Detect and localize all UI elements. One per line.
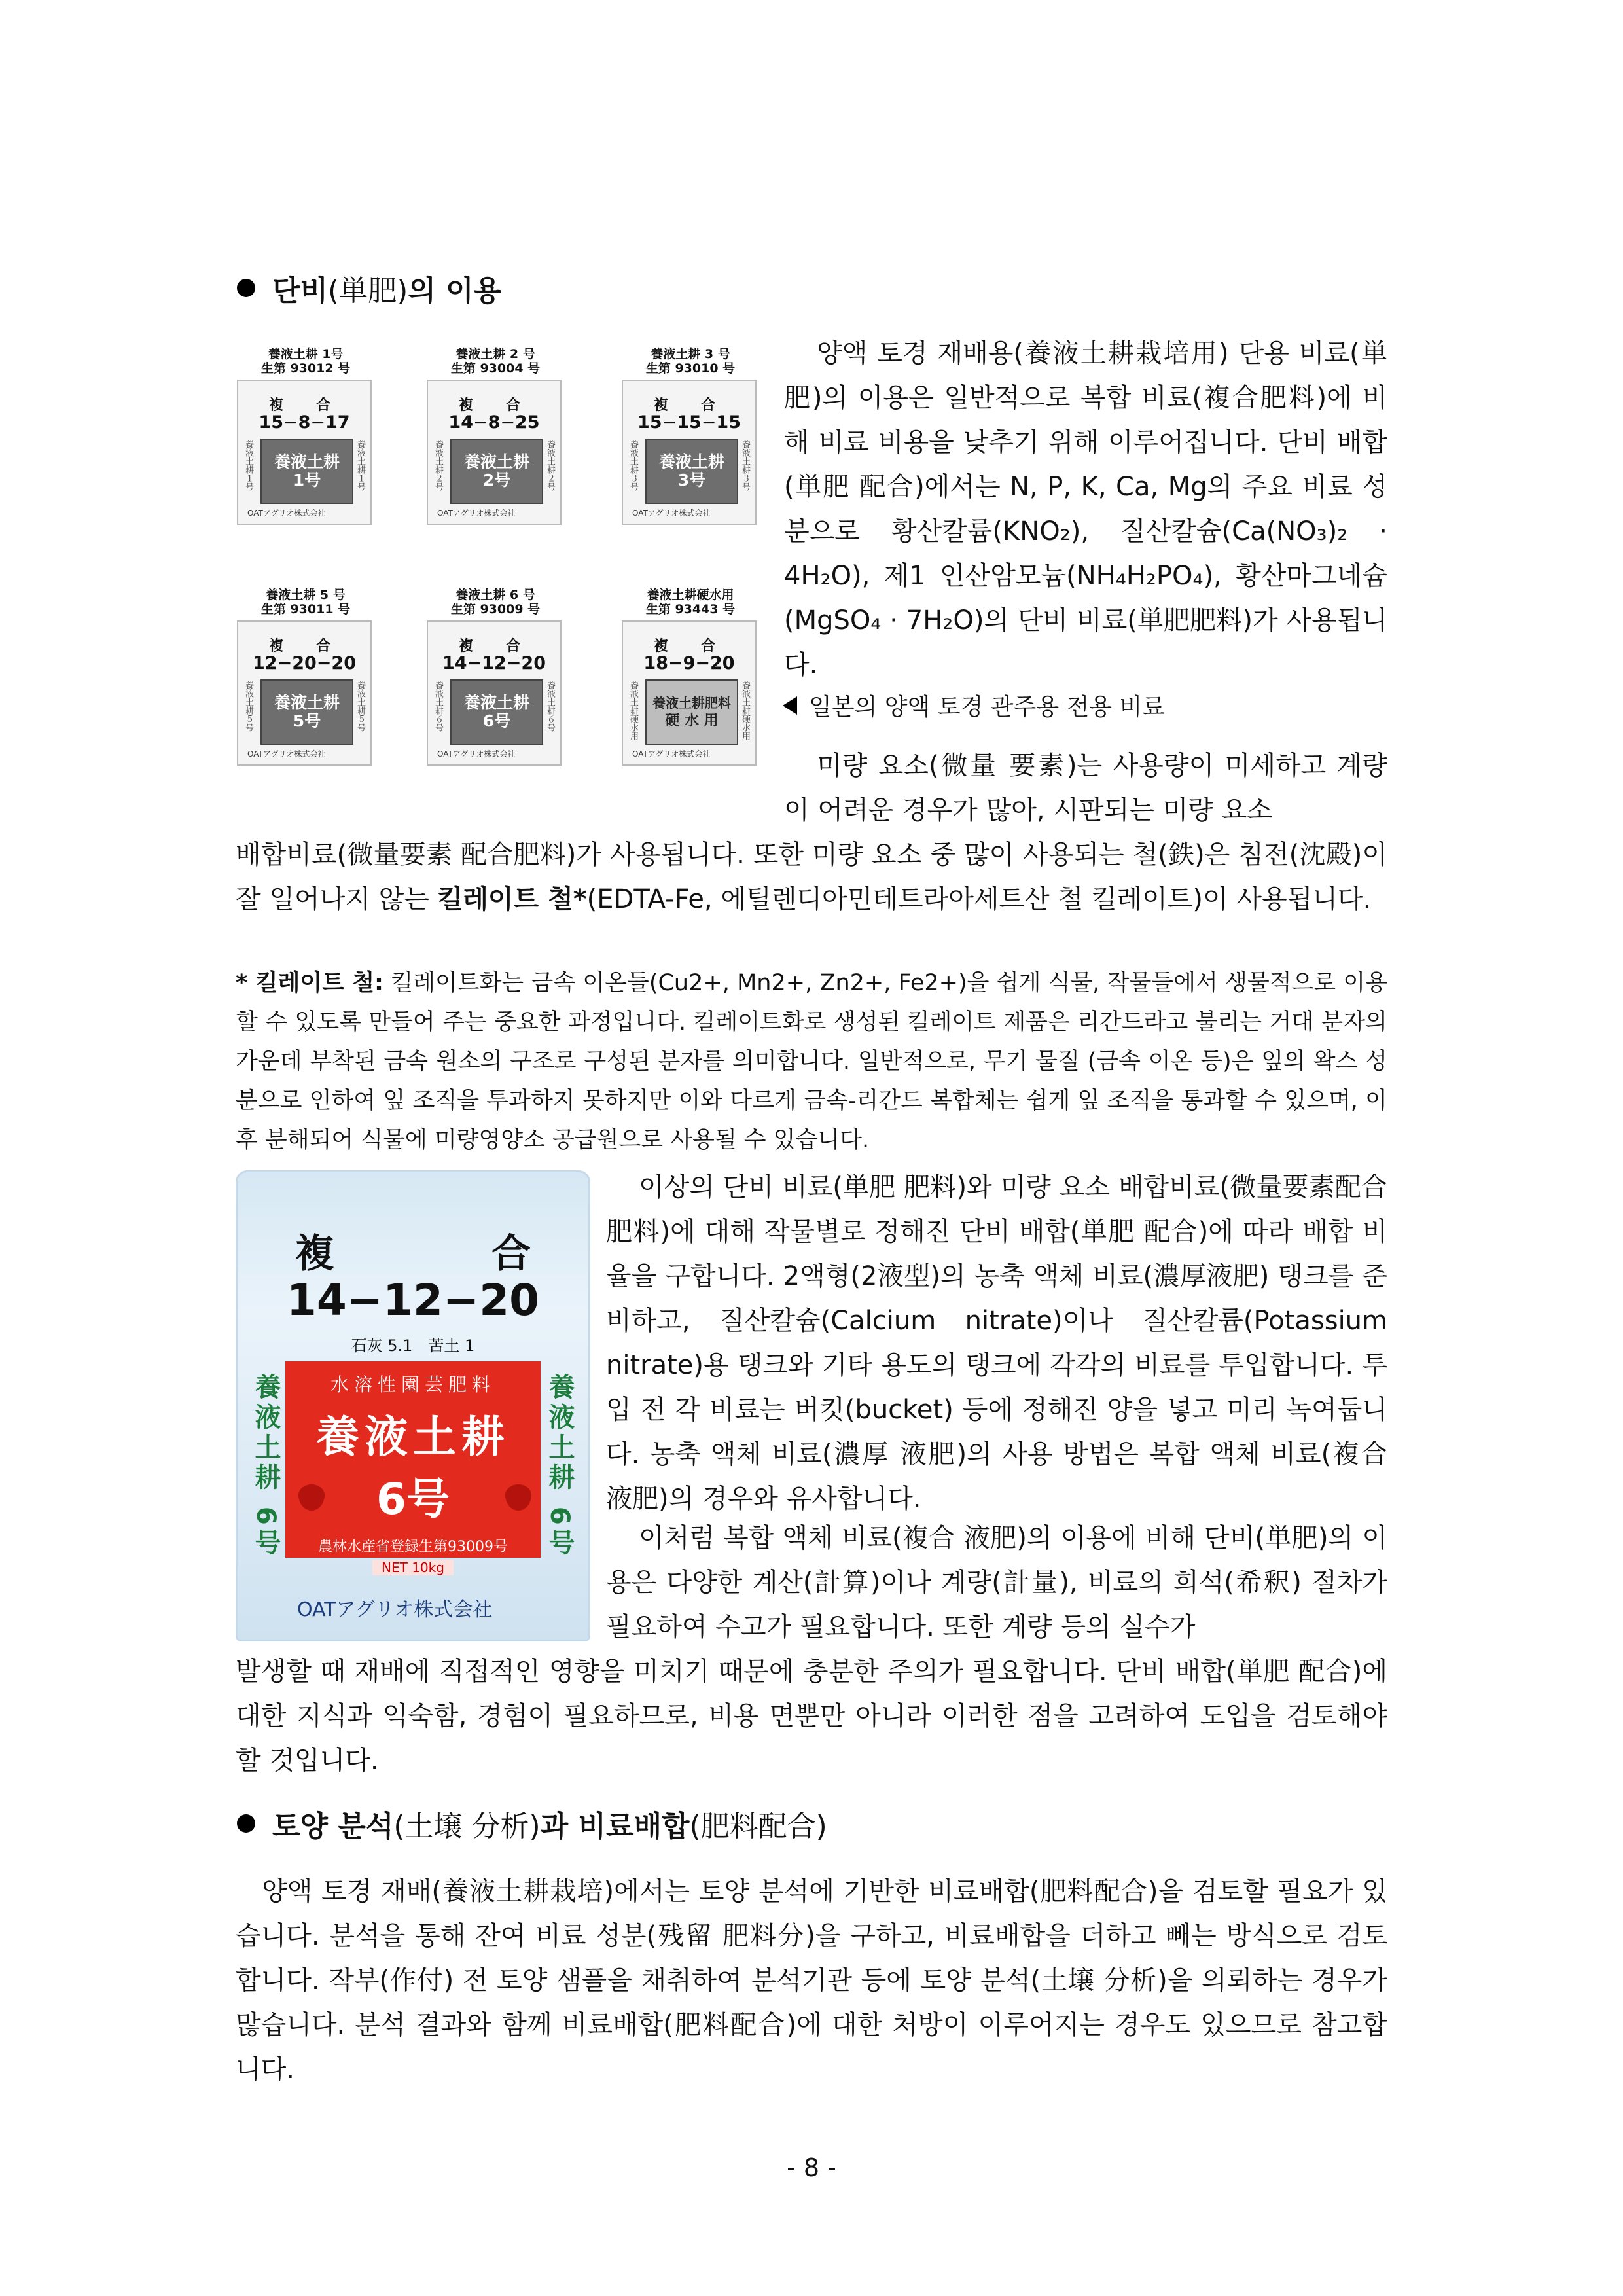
footnote-chelate-iron: * 킬레이트 철: 킬레이트화는 금속 이온들(Cu2+, Mn2+, Zn2+, Fe2+)을 쉽게 식물, 작물들에서 생물적으로 이용할 수 있도록 만들어 주는 중요한 과정입니다. 킬레이트화로 생성된 킬레이트 제품은 리간드라고 불리는 거대 분자의 가운데 부착된 금속 원소의 구조로 구성된 분자를 의미합니다. 일반적으로, 무기 물질 (금속 이온 등)은 잎의 왁스 성분으로 인하여 잎 조직을 투과하지 못하지만 이와 다르게 금속-리간드 복합체는 쉽게 잎 조직을 통과할 수 있으며, 이후 분해되어 식물에 미량영양소 공급원으로 사용될 수 있습니다.: [236, 970, 1387, 1153]
bag-red-label: 水溶性園芸肥料 養液土耕 6号 農林水産省登録生第93009号 NET 10kg: [285, 1361, 541, 1558]
paragraph-micronutrient-b: 배합비료(微量要素 配合肥料)가 사용됩니다. 또한 미량 요소 중 많이 사용되는 철(鉄)은 침전(沈殿)이 잘 일어나지 않는 킬레이트 철*(EDTA-Fe, 에틸렌디아민테트라아세트산 철 킬레이트)이 사용됩니다.: [236, 840, 1387, 914]
fertilizer-bag: 養液土耕 5 号 生第 93011 号 複 合 12−20−20 養液土耕５号 養液土耕 5号 養液土耕５号 OATアグリオ株式会社: [237, 588, 374, 766]
paragraph-mixing-ratio: 이상의 단비 비료(単肥 肥料)와 미량 요소 배합비료(微量要素配合肥料)에 대해 작물별로 정해진 단비 배합(単肥 配合)에 따라 배합 비율을 구합니다. 2액형(2液型)의 농축 액체 비료(濃厚液肥) 탱크를 준비하고, 질산칼슘(Calcium nitrate)이나 질산칼륨(Potassium nitrate)용 탱크와 기타 용도의 탱크에 각각의 비료를 투입합니다. 투입 전 각 비료는 버킷(bucket) 등에 정해진 양을 넣고 미리 녹여둡니다. 농축 액체 비료(濃厚 液肥)의 사용 방법은 복합 액체 비료(複合 液肥)의 경우와 유사합니다.: [606, 1172, 1387, 1514]
company-logo: OATアグリオ株式会社: [297, 1598, 493, 1621]
fertilizer-bag: 養液土耕 3 号 生第 93010 号 複 合 15−15−15 養液土耕３号 養液土耕 3号 養液土耕３号 OATアグリオ株式会社: [622, 347, 759, 525]
bag-image: 複 合 14−12−20 養液土耕６号 養液土耕 6号 養液土耕６号 OATアグリオ株式会社: [427, 620, 562, 766]
bag-image: 複 合 18−9−20 養液土耕硬水用 養液土耕肥料 硬 水 用 養液土耕硬水用 OATアグリオ株式会社: [622, 620, 757, 766]
bag-label-panel: 養液土耕 1号: [260, 439, 353, 504]
bag-label-panel: 養液土耕肥料 硬 水 用: [645, 679, 738, 745]
bag-image: 複 合 15−15−15 養液土耕３号 養液土耕 3号 養液土耕３号 OATアグリオ株式会社: [622, 380, 757, 525]
paragraph-single-fertilizer-intro: 양액 토경 재배용(養液土耕栽培用) 단용 비료(単肥)의 이용은 일반적으로 복합 비료(複合肥料)에 비해 비료 비용을 낮추기 위해 이루어집니다. 단비 배합(単肥 配合)에서는 N, P, K, Ca, Mg의 주요 비료 성분으로 황산칼륨(KNO₂), 질산칼슘(Ca(NO₃)₂ · 4H₂O), 제1 인산암모늄(NH₄H₂PO₄), 황산마그네슘(MgSO₄ · 7H₂O)의 단비 비료(単肥肥料)가 사용됩니다.: [784, 338, 1387, 680]
bag-image: 複 合 14−8−25 養液土耕２号 養液土耕 2号 養液土耕２号 OATアグリオ株式会社: [427, 380, 562, 525]
fertilizer-bag: 養液土耕硬水用 生第 93443 号 複 合 18−9−20 養液土耕硬水用 養液土耕肥料 硬 水 用 養液土耕硬水用 OATアグリオ株式会社: [622, 588, 759, 766]
page-number: - 8 -: [787, 2153, 836, 2182]
fertilizer-bag: 養液土耕 1号 生第 93012 号 複 合 15−8−17 養液土耕１号 養液土耕 1号 養液土耕１号 OATアグリオ株式会社: [237, 347, 374, 525]
paragraph-micronutrient-a: 미량 요소(微量 要素)는 사용량이 미세하고 계량이 어려운 경우가 많아, 시판되는 미량 요소: [784, 751, 1387, 825]
section-heading-single-fertilizer: 단비 (単肥) 의 이용: [237, 267, 501, 309]
fertilizer-bag-large-image: 複 合 14−12−20 石灰 5.1 苦土 1 養液土耕 6号 水溶性園芸肥料 養液土耕 6号 農林水産省登録生第93009号 NET 10kg 養液土耕 6号 OATアグリオ株式会社: [236, 1170, 590, 1641]
paragraph-soil-analysis: 양액 토경 재배(養液土耕栽培)에서는 토양 분석에 기반한 비료배합(肥料配合)을 검토할 필요가 있습니다. 분석을 통해 잔여 비료 성분(残留 肥料分)을 구하고, 비료배합을 더하고 빼는 방식으로 검토합니다. 작부(作付) 전 토양 샘플을 채취하여 분석기관 등에 토양 분석(土壌 分析)을 의뢰하는 경우가 많습니다. 분석 결과와 함께 비료배합(肥料配合)에 대한 처방이 이루어지는 경우도 있으므로 참고합니다.: [236, 1876, 1387, 2085]
bag-label-panel: 養液土耕 3号: [645, 439, 738, 504]
fertilizer-bag: 養液土耕 2 号 生第 93004 号 複 合 14−8−25 養液土耕２号 養液土耕 2号 養液土耕２号 OATアグリオ株式会社: [427, 347, 564, 525]
paragraph-caution-b: 발생할 때 재배에 직접적인 영향을 미치기 때문에 충분한 주의가 필요합니다. 단비 배합(単肥 配合)에 대한 지식과 익숙함, 경험이 필요하므로, 비용 면뿐만 아니라 이러한 점을 고려하여 도입을 검토해야 할 것입니다.: [236, 1657, 1387, 1776]
bullet-icon: [237, 279, 255, 297]
bag-image: 複 合 12−20−20 養液土耕５号 養液土耕 5号 養液土耕５号 OATアグリオ株式会社: [237, 620, 372, 766]
figure-caption: 일본의 양액 토경 관주용 전용 비료: [783, 689, 1165, 722]
fertilizer-bag: 養液土耕 6 号 生第 93009 号 複 合 14−12−20 養液土耕６号 養液土耕 6号 養液土耕６号 OATアグリオ株式会社: [427, 588, 564, 766]
bullet-icon: [237, 1814, 255, 1833]
triangle-left-icon: [783, 696, 797, 715]
section-heading-soil-analysis: 토양 분석 (土壌 分析) 과 비료배합 (肥料配合): [237, 1803, 827, 1844]
paragraph-caution-a: 이처럼 복합 액체 비료(複合 液肥)의 이용에 비해 단비(単肥)의 이용은 다양한 계산(計算)이나 계량(計量), 비료의 희석(希釈) 절차가 필요하여 수고가 필요합니다. 또한 계량 등의 실수가: [606, 1523, 1387, 1642]
bag-label-panel: 養液土耕 6号: [450, 679, 543, 745]
bag-image: 複 合 15−8−17 養液土耕１号 養液土耕 1号 養液土耕１号 OATアグリオ株式会社: [237, 380, 372, 525]
bag-label-panel: 養液土耕 2号: [450, 439, 543, 504]
bag-label-panel: 養液土耕 5号: [260, 679, 353, 745]
